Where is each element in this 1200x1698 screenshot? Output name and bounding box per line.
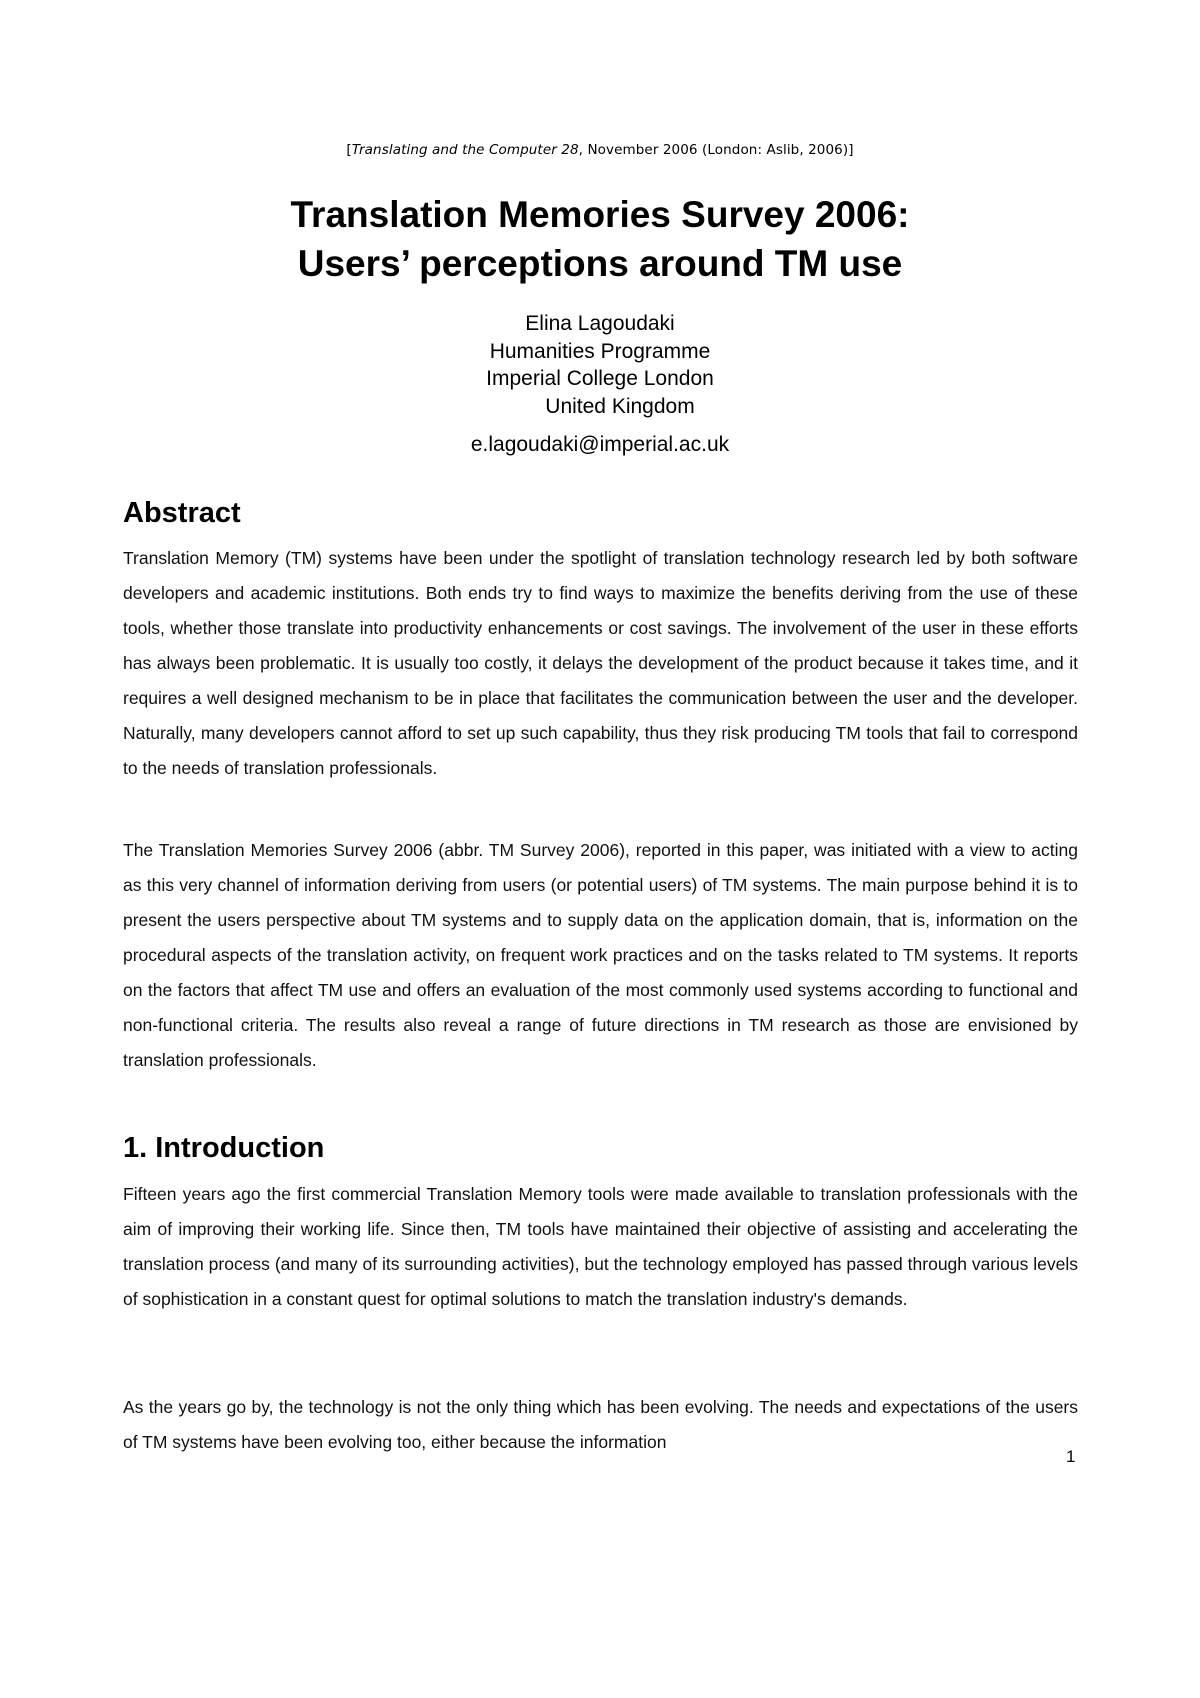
abstract-heading: Abstract [123,497,241,529]
citation-details: , November 2006 (London: Aslib, 2006)] [578,142,854,158]
author-department: Humanities Programme [489,339,711,363]
abstract-paragraph-1: Translation Memory (TM) systems have been under the spotlight of translation technology research led by both software developers and academic institutions. Both ends try to find ways to maximize the benefits deriving from the use of these tools, whether those translate into productivity enhancements or cost savings. The involvement of the user in these efforts has always been problematic. It is usually too costly, it delays the development of the product because it takes time, and it requires a well designed mechanism to be in place that facilitates the communication between the user and the developer. Naturally, many developers cannot afford to set up such capability, thus they risk producing TM tools that fail to correspond to the needs of translation professionals. [123,548,1078,778]
paper-title-line2: Users’ perceptions around TM use [297,243,903,284]
introduction-heading: 1. Introduction [123,1132,325,1164]
paper-title-line1: Translation Memories Survey 2006: [290,194,910,235]
paper-title [0,190,1200,288]
citation-open: [ [346,142,352,158]
author-institution: Imperial College London [486,367,714,390]
introduction-paragraph-1: Fifteen years ago the first commercial Translation Memory tools were made available to translation professionals with the aim of improving their working life. Since then, TM tools have maintained their objective of assisting and accelerating the translation process (and many of its surrounding activities), but the technology employed has passed through various levels of sophistication in a constant quest for optimal solutions to match the translation industry's demands. [123,1184,1078,1309]
citation-venue: Translating and the Computer 28 [351,142,579,158]
citation-header [0,142,1200,158]
introduction-paragraph-2: As the years go by, the technology is not the only thing which has been evolving. The needs and expectations of the users of TM systems have been evolving too, either because the information [123,1397,1078,1452]
author-block [0,310,1200,420]
page-number: 1 [1066,1447,1076,1466]
abstract-paragraph-2: The Translation Memories Survey 2006 (abbr. TM Survey 2006), reported in this paper, was initiated with a view to acting as this very channel of information deriving from users (or potential users) of TM systems. The main purpose behind it is to present the users perspective about TM systems and to supply data on the application domain, that is, information on the procedural aspects of the translation activity, on frequent work practices and on the tasks related to TM systems. It reports on the factors that affect TM use and offers an evaluation of the most commonly used systems according to functional and non-functional criteria. The results also reveal a range of future directions in TM research as those are envisioned by translation professionals. [123,840,1078,1070]
author-email: e.lagoudaki@imperial.ac.uk [470,433,730,456]
author-name: Elina Lagoudaki [525,312,675,335]
author-country: United Kingdom [545,394,695,418]
